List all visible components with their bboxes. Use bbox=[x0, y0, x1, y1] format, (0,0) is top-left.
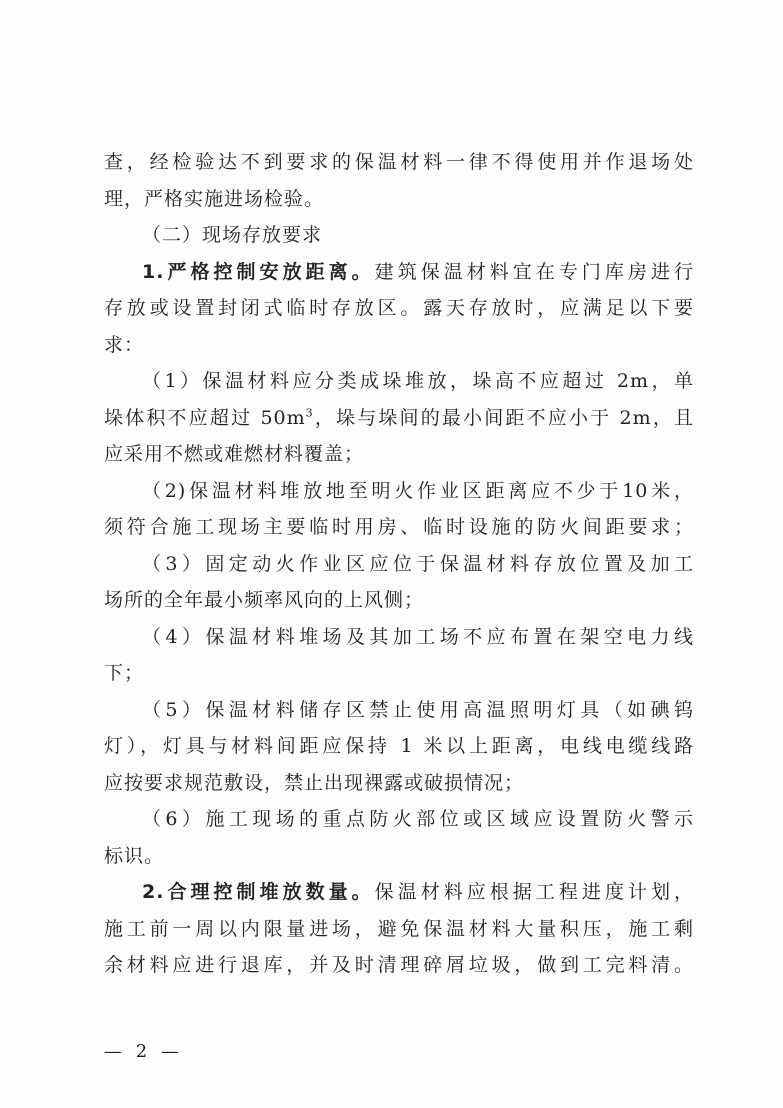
sub-item-1-text: 垛体积不应超过 50m bbox=[104, 406, 306, 429]
sub-item-5-line: （5）保温材料储存区禁止使用高温照明灯具（如碘钨 bbox=[142, 698, 694, 721]
page-number: — 2 — bbox=[104, 1041, 183, 1062]
item-2-heading: 2.合理控制堆放数量。 bbox=[142, 881, 375, 903]
item-2-line bbox=[104, 874, 694, 911]
sub-item-6-line: 标识。 bbox=[104, 844, 165, 867]
paragraph-line: 查，经检验达不到要求的保温材料一律不得使用并作退场处 bbox=[104, 151, 694, 173]
paragraph-line: 理，严格实施进场检验。 bbox=[104, 187, 325, 210]
document-body bbox=[104, 144, 694, 984]
sub-item-4-line: 下； bbox=[104, 662, 145, 684]
item-2-line: 施工前一周以内限量进场，避免保温材料大量积压，施工剩 bbox=[104, 917, 694, 940]
sub-item-1-line: （1）保温材料应分类成垛堆放，垛高不应超过 2m，单 bbox=[142, 370, 694, 392]
sub-item-2-line: （2)保温材料堆放地至明火作业区距离应不少于10米， bbox=[142, 479, 694, 502]
sub-item-1-text: ，垛与垛间的最小间距不应小于 2m，且 bbox=[313, 406, 694, 429]
sub-item-6-line: （6）施工现场的重点防火部位或区域应设置防火警示 bbox=[142, 808, 694, 830]
item-1-line bbox=[104, 254, 694, 291]
section-heading: （二）现场存放要求 bbox=[142, 224, 323, 246]
sub-item-4-line: （4）保温材料堆场及其加工场不应布置在架空电力线 bbox=[142, 625, 694, 648]
sub-item-1-line bbox=[104, 400, 694, 437]
sub-item-5-line: 应按要求规范敷设，禁止出现裸露或破损情况； bbox=[104, 771, 525, 794]
item-2-line: 余材料应进行退库，并及时清理碎屑垃圾，做到工完料清。 bbox=[104, 954, 694, 976]
item-1-text: 建筑保温材料宜在专门库房进行 bbox=[374, 260, 694, 283]
sub-item-3-line: （3）固定动火作业区应位于保温材料存放位置及加工 bbox=[142, 552, 694, 575]
item-1-heading: 1.严格控制安放距离。 bbox=[142, 260, 375, 283]
sub-item-2-line: 须符合施工现场主要临时用房、临时设施的防火间距要求； bbox=[104, 516, 694, 538]
sub-item-1-line: 应采用不燃或难燃材料覆盖； bbox=[104, 443, 365, 465]
paragraph-line: 存放或设置封闭式临时存放区。露天存放时，应满足以下要 bbox=[104, 297, 694, 319]
item-2-text: 保温材料应根据工程进度计划， bbox=[374, 881, 694, 903]
sub-item-3-line: 场所的全年最小频率风向的上风侧； bbox=[104, 589, 425, 611]
superscript-3: 3 bbox=[305, 406, 314, 420]
sub-item-5-line: 灯），灯具与材料间距应保持 1 米以上距离，电线电缆线路 bbox=[104, 735, 694, 757]
paragraph-line: 求： bbox=[104, 333, 145, 356]
